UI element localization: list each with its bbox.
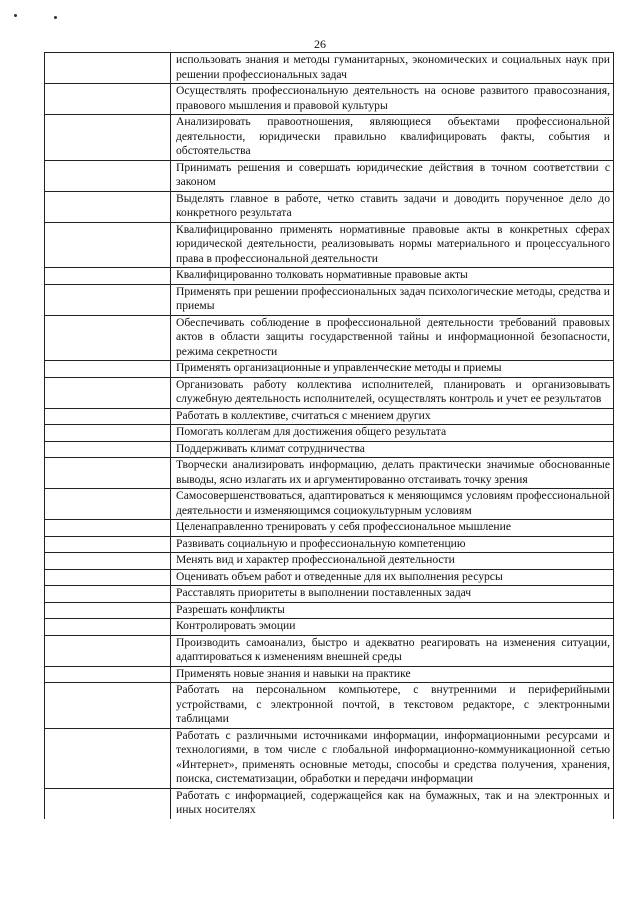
- table-row: [45, 84, 614, 115]
- skill-text: Работать с информацией, содержащейся как на бумажных, так и на электронных и иных носителях: [176, 788, 610, 816]
- table-row: [45, 635, 614, 666]
- skill-cell: [171, 361, 614, 378]
- left-column-cell: [45, 284, 171, 315]
- left-column-cell: [45, 222, 171, 268]
- table-row: [45, 553, 614, 570]
- skill-cell: [171, 683, 614, 729]
- left-column-cell: [45, 666, 171, 683]
- skill-text: Оценивать объем работ и отведенные для их выполнения ресурсы: [176, 569, 503, 583]
- left-column-cell: [45, 425, 171, 442]
- left-column-cell: [45, 683, 171, 729]
- skill-cell: [171, 569, 614, 586]
- table-row: [45, 536, 614, 553]
- left-column-cell: [45, 53, 171, 84]
- left-column-cell: [45, 315, 171, 361]
- skill-text: Осуществлять профессиональную деятельность на основе развитого правосознания, правового мышления и правовой культуры: [176, 84, 610, 112]
- left-column-cell: [45, 377, 171, 408]
- left-column-cell: [45, 84, 171, 115]
- skill-text: Обеспечивать соблюдение в профессиональной деятельности требований правовых актов в области защиты государственной тайны и информационной безопасности, режима секретности: [176, 315, 610, 358]
- skill-cell: [171, 536, 614, 553]
- left-column-cell: [45, 635, 171, 666]
- skill-text: Поддерживать климат сотрудничества: [176, 441, 365, 455]
- table-row: [45, 619, 614, 636]
- table-row: [45, 361, 614, 378]
- skill-cell: [171, 315, 614, 361]
- table-row: [45, 268, 614, 285]
- skill-cell: [171, 408, 614, 425]
- skill-text: Помогать коллегам для достижения общего результата: [176, 425, 447, 438]
- table-row: [45, 489, 614, 520]
- table-row: [45, 284, 614, 315]
- skill-cell: [171, 520, 614, 537]
- left-column-cell: [45, 586, 171, 603]
- left-column-cell: [45, 408, 171, 425]
- page-number: 26: [314, 37, 326, 51]
- left-column-cell: [45, 536, 171, 553]
- skill-text: Работать с различными источниками информации, информационными ресурсами и технологиями, в том числе с глобальной информационно-коммуникационной сетью «Интернет», применять основные методы, способы и средства получения, хранения, поиска, систематизации, обработки и передачи информации: [176, 728, 610, 785]
- left-column-cell: [45, 268, 171, 285]
- skill-cell: [171, 284, 614, 315]
- skill-text: Менять вид и характер профессиональной деятельности: [176, 553, 455, 566]
- left-column-cell: [45, 489, 171, 520]
- skill-cell: [171, 619, 614, 636]
- left-column-cell: [45, 788, 171, 819]
- skill-text: Работать на персональном компьютере, с внутренними и периферийными устройствами, с электронной почтой, в текстовом редакторе, с электронными таблицами: [176, 683, 610, 725]
- table-row: [45, 222, 614, 268]
- table-row: [45, 586, 614, 603]
- skill-text: Организовать работу коллектива исполнителей, планировать и организовывать служебную деятельность исполнителей, осуществлять контроль и учет ее результатов: [176, 377, 610, 405]
- table-row: [45, 458, 614, 489]
- skill-cell: [171, 489, 614, 520]
- table-row: [45, 666, 614, 683]
- skill-text: Разрешать конфликты: [176, 602, 285, 616]
- skill-cell: [171, 377, 614, 408]
- skill-cell: [171, 268, 614, 285]
- left-column-cell: [45, 553, 171, 570]
- skill-text: Выделять главное в работе, четко ставить задачи и доводить порученное дело до конкретного результата: [176, 191, 610, 219]
- skill-text: Квалифицированно применять нормативные правовые акты в конкретных сферах юридической деятельности, реализовывать нормы материального и процессуального права в профессиональной деятельности: [176, 222, 610, 265]
- table-row: [45, 377, 614, 408]
- skill-cell: [171, 666, 614, 683]
- skill-text: Контролировать эмоции: [176, 619, 296, 632]
- skill-text: Творчески анализировать информацию, делать практически значимые обоснованные выводы, ясно излагать их и аргументированно отстаивать точку зрения: [176, 458, 610, 486]
- table-row: [45, 425, 614, 442]
- left-column-cell: [45, 441, 171, 458]
- left-column-cell: [45, 602, 171, 619]
- skill-cell: [171, 602, 614, 619]
- skill-text: Производить самоанализ, быстро и адекватно реагировать на изменения ситуации, адаптироваться к изменениям внешней среды: [176, 635, 610, 663]
- table-row: [45, 788, 614, 819]
- skill-text: Квалифицированно толковать нормативные правовые акты: [176, 268, 468, 281]
- table-row: [45, 569, 614, 586]
- left-column-cell: [45, 569, 171, 586]
- skill-text: Расставлять приоритеты в выполнении поставленных задач: [176, 586, 472, 599]
- skill-cell: [171, 788, 614, 819]
- table-row: [45, 191, 614, 222]
- skill-text: Применять организационные и управленческие методы и приемы: [176, 361, 502, 374]
- left-column-cell: [45, 160, 171, 191]
- skill-cell: [171, 458, 614, 489]
- table-row: [45, 160, 614, 191]
- table-row: [45, 602, 614, 619]
- left-column-cell: [45, 115, 171, 161]
- skill-text: Анализировать правоотношения, являющиеся объектами профессиональной деятельности, юридически правильно квалифицировать факты, события и обстоятельства: [176, 115, 610, 157]
- scan-mark: [14, 14, 17, 17]
- table-row: [45, 53, 614, 84]
- skill-cell: [171, 160, 614, 191]
- skill-cell: [171, 635, 614, 666]
- skills-table-body: [45, 53, 614, 819]
- skill-cell: [171, 115, 614, 161]
- skill-text: использовать знания и методы гуманитарных, экономических и социальных наук при решении профессиональных задач: [176, 53, 610, 81]
- table-row: [45, 728, 614, 788]
- skill-cell: [171, 553, 614, 570]
- left-column-cell: [45, 361, 171, 378]
- skill-text: Самосовершенствоваться, адаптироваться к меняющимся условиям профессиональной деятельности и изменяющимся социокультурным условиям: [176, 489, 610, 517]
- left-column-cell: [45, 458, 171, 489]
- skill-text: Целенаправленно тренировать у себя профессиональное мышление: [176, 520, 511, 533]
- skill-cell: [171, 84, 614, 115]
- scan-mark: [54, 16, 57, 19]
- skill-text: Работать в коллективе, считаться с мнением других: [176, 408, 431, 422]
- table-row: [45, 315, 614, 361]
- skill-text: Принимать решения и совершать юридические действия в точном соответствии с законом: [176, 160, 610, 188]
- table-row: [45, 683, 614, 729]
- skill-cell: [171, 425, 614, 442]
- table-row: [45, 441, 614, 458]
- skill-cell: [171, 53, 614, 84]
- skill-cell: [171, 191, 614, 222]
- skill-cell: [171, 728, 614, 788]
- skill-text: Применять при решении профессиональных задач психологические методы, средства и приемы: [176, 284, 610, 312]
- skill-cell: [171, 586, 614, 603]
- table-row: [45, 520, 614, 537]
- skill-text: Развивать социальную и профессиональную компетенцию: [176, 536, 466, 550]
- left-column-cell: [45, 728, 171, 788]
- left-column-cell: [45, 619, 171, 636]
- table-row: [45, 408, 614, 425]
- left-column-cell: [45, 520, 171, 537]
- skill-cell: [171, 222, 614, 268]
- left-column-cell: [45, 191, 171, 222]
- skills-table: [44, 52, 614, 819]
- table-row: [45, 115, 614, 161]
- skill-text: Применять новые знания и навыки на практике: [176, 666, 411, 680]
- skill-cell: [171, 441, 614, 458]
